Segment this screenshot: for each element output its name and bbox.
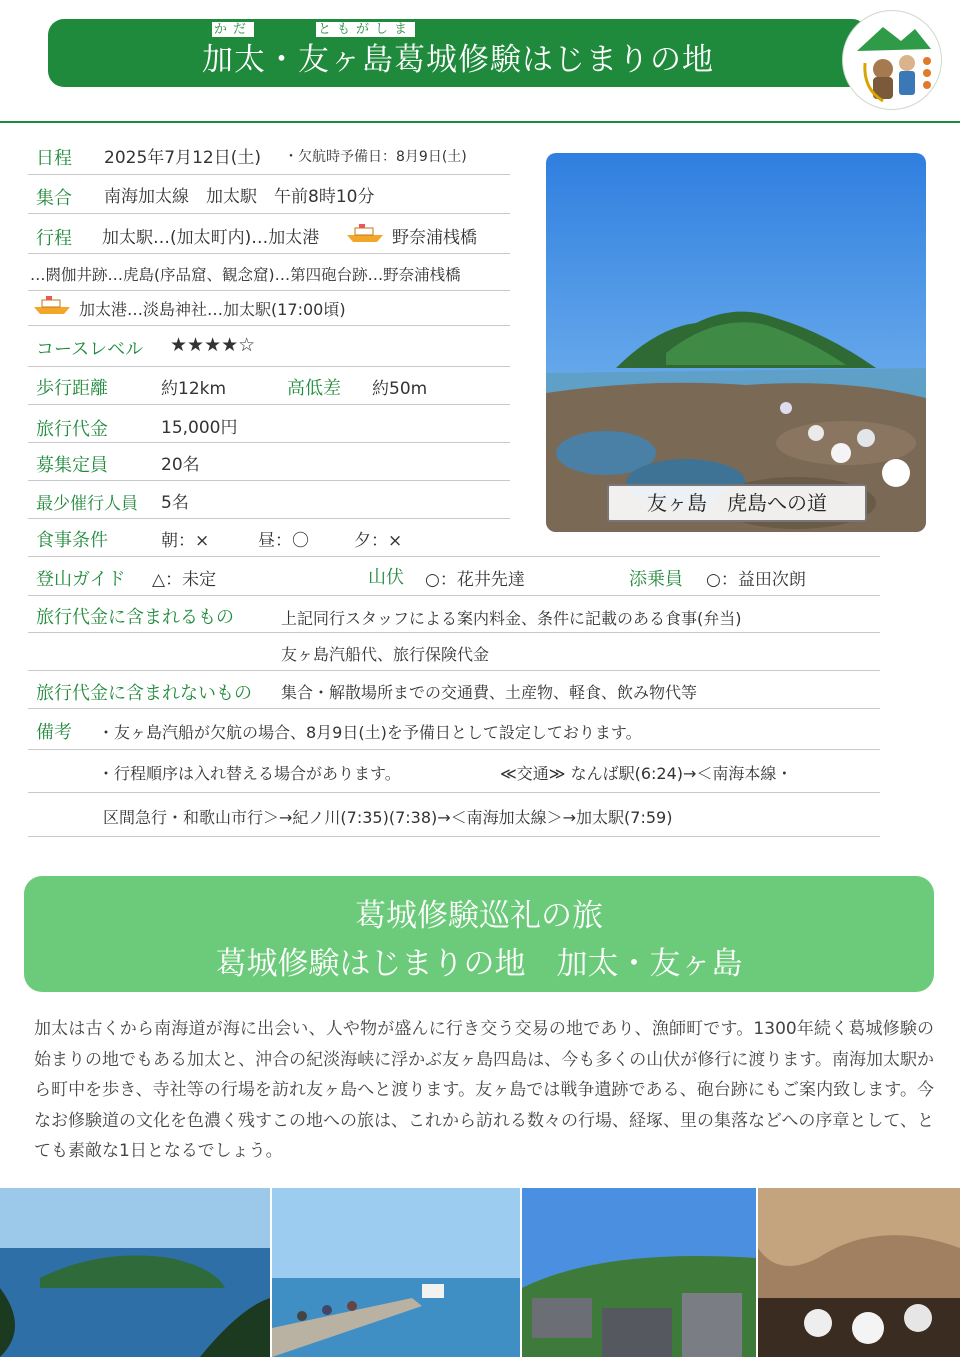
page-title: 加太・友ヶ島葛城修験はじまりの地: [202, 42, 714, 78]
price-label: 旅行代金: [36, 419, 108, 440]
level-stars: ★★★★☆: [170, 334, 256, 356]
included-line1: 上記同行スタッフによる案内料金、条件に記載のある食事(弁当): [281, 609, 742, 628]
cave-photo: [758, 1188, 960, 1357]
notes-line1: ・友ヶ島汽船が欠航の場合、8月9日(土)を予備日として設定しております。: [98, 723, 642, 742]
capacity-value: 20名: [161, 455, 200, 475]
row-divider: [28, 632, 880, 633]
itinerary-label: 行程: [36, 228, 72, 249]
distance-label: 歩行距離: [36, 378, 108, 399]
included-line2: 友ヶ島汽船代、旅行保険代金: [281, 645, 490, 664]
row-divider: [28, 325, 510, 326]
distance-value: 約12km: [161, 379, 227, 399]
yamabushi-logo: [842, 10, 942, 110]
date-value: 2025年7月12日(土): [104, 148, 261, 168]
excluded-label: 旅行代金に含まれないもの: [36, 683, 252, 704]
ship-icon: [345, 222, 385, 244]
row-divider: [28, 174, 510, 175]
excluded-value: 集合・解散場所までの交通費、土産物、軽食、飲み物代等: [281, 683, 698, 702]
escort-value: ○：益田次朗: [706, 570, 806, 590]
row-divider: [28, 253, 510, 254]
banner-line2: 葛城修験はじまりの地 加太・友ヶ島: [215, 946, 743, 982]
meal-lunch: 昼：〇: [258, 531, 309, 551]
row-divider: [28, 595, 880, 596]
row-divider: [28, 708, 880, 709]
ruby-kada: かだ: [214, 22, 253, 37]
meet-value: 南海加太線 加太駅 午前8時10分: [104, 187, 375, 207]
meet-label: 集合: [36, 188, 72, 209]
row-divider: [28, 404, 510, 405]
minimum-value: 5名: [161, 493, 189, 513]
itinerary-line3: 加太港…淡島神社…加太駅(17:00頃): [79, 300, 346, 319]
row-divider: [28, 366, 510, 367]
notes-line2: ・行程順序は入れ替える場合があります。: [98, 764, 401, 783]
price-value: 15,000円: [161, 418, 238, 438]
itinerary-line2: …閼伽井跡…虎島(序品窟、観念窟)…第四砲台跡…野奈浦桟橋: [30, 266, 461, 284]
tomogashima-photo: [546, 153, 926, 532]
meal-label: 食事条件: [36, 530, 108, 551]
meal-dinner: 夕：×: [354, 531, 403, 551]
notes-transport1: ≪交通≫ なんば駅(6:24)→＜南海本線・: [500, 764, 793, 783]
ruby-tomogashima: ともがしま: [318, 22, 414, 37]
row-divider: [28, 442, 510, 443]
row-divider: [28, 556, 880, 557]
notes-transport2: 区間急行・和歌山市行＞→紀ノ川(7:35)(7:38)→＜南海加太線＞→加太駅(7:59): [103, 808, 673, 827]
itinerary-line1: 加太駅…(加太町内)…加太港: [102, 228, 320, 248]
yamabushi-label: 山伏: [368, 567, 404, 588]
notes-label: 備考: [36, 722, 72, 743]
guide-label: 登山ガイド: [36, 569, 126, 590]
escort-label: 添乗員: [629, 569, 683, 590]
row-divider: [28, 480, 510, 481]
row-divider: [28, 670, 880, 671]
ship-icon: [32, 294, 72, 316]
guide-value: △：未定: [152, 570, 217, 590]
itinerary-line1b: 野奈浦桟橋: [392, 228, 477, 248]
row-divider: [28, 518, 510, 519]
elevation-label: 高低差: [287, 378, 341, 399]
photo-caption: 友ヶ島 虎島への道: [607, 484, 867, 522]
minimum-label: 最少催行人員: [36, 494, 138, 514]
row-divider: [28, 290, 510, 291]
included-label: 旅行代金に含まれるもの: [36, 607, 234, 628]
town-photo: [522, 1188, 756, 1357]
header-divider: [0, 121, 960, 123]
harbor-photo: [272, 1188, 520, 1357]
elevation-value: 約50m: [372, 379, 428, 399]
capacity-label: 募集定員: [36, 455, 108, 476]
row-divider: [28, 836, 880, 837]
date-note: ・欠航時予備日：8月9日(土): [284, 149, 467, 165]
date-label: 日程: [36, 148, 72, 169]
island-view-photo: [0, 1188, 270, 1357]
meal-breakfast: 朝：×: [161, 531, 210, 551]
yamabushi-value: ○：花井先達: [425, 570, 525, 590]
row-divider: [28, 213, 510, 214]
level-label: コースレベル: [36, 339, 144, 360]
banner-line1: 葛城修験巡礼の旅: [355, 898, 603, 934]
row-divider: [28, 749, 880, 750]
description-paragraph: 加太は古くから南海道が海に出会い、人や物が盛んに行き交う交易の地であり、漁師町です。1300年続く葛城修験の始まりの地でもある加太と、沖合の紀淡海峡に浮かぶ友ヶ島四島は、今も多くの山伏が修行に渡ります。南海加太駅から町中を歩き、寺社等の行場を訪れ友ヶ島へと渡ります。友ヶ島では戦争遺跡である、砲台跡にもご案内致します。今なお修験道の文化を色濃く残すこの地への旅は、これから訪れる数々の行場、経塚、里の集落などへの序章として、とても素敵な1日となるでしょう。: [34, 1019, 934, 1161]
row-divider: [28, 792, 880, 793]
